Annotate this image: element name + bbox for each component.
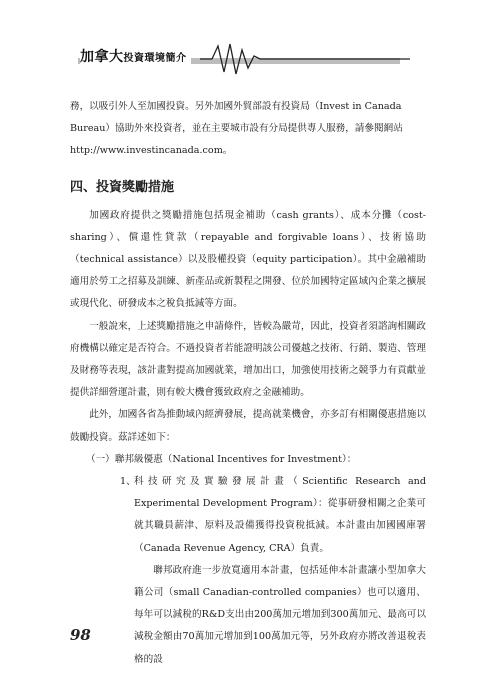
para1-line-1: 務，以吸引外人至加國投資。另外加國外貿部設有投資局（Invest in Canada — [70, 101, 402, 112]
header-title-main: 加拿大 — [80, 49, 124, 65]
incentives-paragraph: 加國政府提供之獎勵措施包括現金補助（cash grants）、成本分攤（cost-sharing）、償還性貸款（repayable and forgivable loans）、技術協助（technical assistance）以及股權投資（equity participation）。其中金融補助適用於勞工之招募及訓練、新產品或新製程之開發、位於加國特定區域內企業之擴展或現代化、研發成本之稅負抵減等方面。 — [70, 209, 426, 310]
para1-line-2: Bureau）協助外來投資者，並在主要城市設有分局提供專人服務，請參閱網站 — [70, 123, 403, 135]
list-item-text: 科技研究及實驗發展計畫（Scientific Research and Experimental Development Program）：從事研發相關之企業可就其職員薪津、原料及設備獲得投資稅抵減。本計畫由加國國庫署（Canada Revenue Agency, CRA）負責。 — [134, 476, 426, 554]
list-item-continuation: 聯邦政府進一步放寬適用本計畫，包括延伸本計畫讓小型加拿大籍公司（small Canadian-controlled companies）也可以適用、每年可以減稅的R&D支出由200萬加元增加到300萬加元、最高可以減稅金額由70萬加元增加到100萬加元等，另外政府亦將改善退稅表格的設 — [134, 564, 426, 665]
list-item — [70, 471, 426, 560]
page-content — [70, 96, 426, 671]
header-title — [80, 46, 191, 66]
ecg-wave-decoration — [200, 42, 410, 76]
sub-heading: （一）聯邦級優惠（National Incentives for Investment）： — [86, 453, 357, 465]
list-item-number: 1、 — [120, 476, 136, 488]
para-continuation — [70, 96, 426, 163]
provincial-paragraph: 此外，加國各省為推動域內經濟發展，提高就業機會，亦多訂有相關優惠措施以鼓勵投資。茲詳述如下： — [70, 409, 426, 443]
section-heading: 四、投資獎勵措施 — [70, 179, 175, 195]
header-title-sub: 投資環境簡介 — [123, 53, 187, 64]
page-number: 98 — [70, 626, 91, 644]
para1-line-3: http://www.investincanada.com。 — [70, 145, 233, 157]
conditions-paragraph: 一般說來，上述獎勵措施之申請條件，皆較為嚴苛，因此，投資者須諮詢相關政府機構以確定是否符合。不過投資者若能證明該公司優越之技術、行銷、製造、管理及財務等表現，該計畫對提高加國就業，增加出口，加強使用技術之競爭力有貢獻並提供詳細營運計畫，則有較大機會獲致政府之金融補助。 — [70, 320, 426, 399]
running-header — [0, 22, 480, 66]
